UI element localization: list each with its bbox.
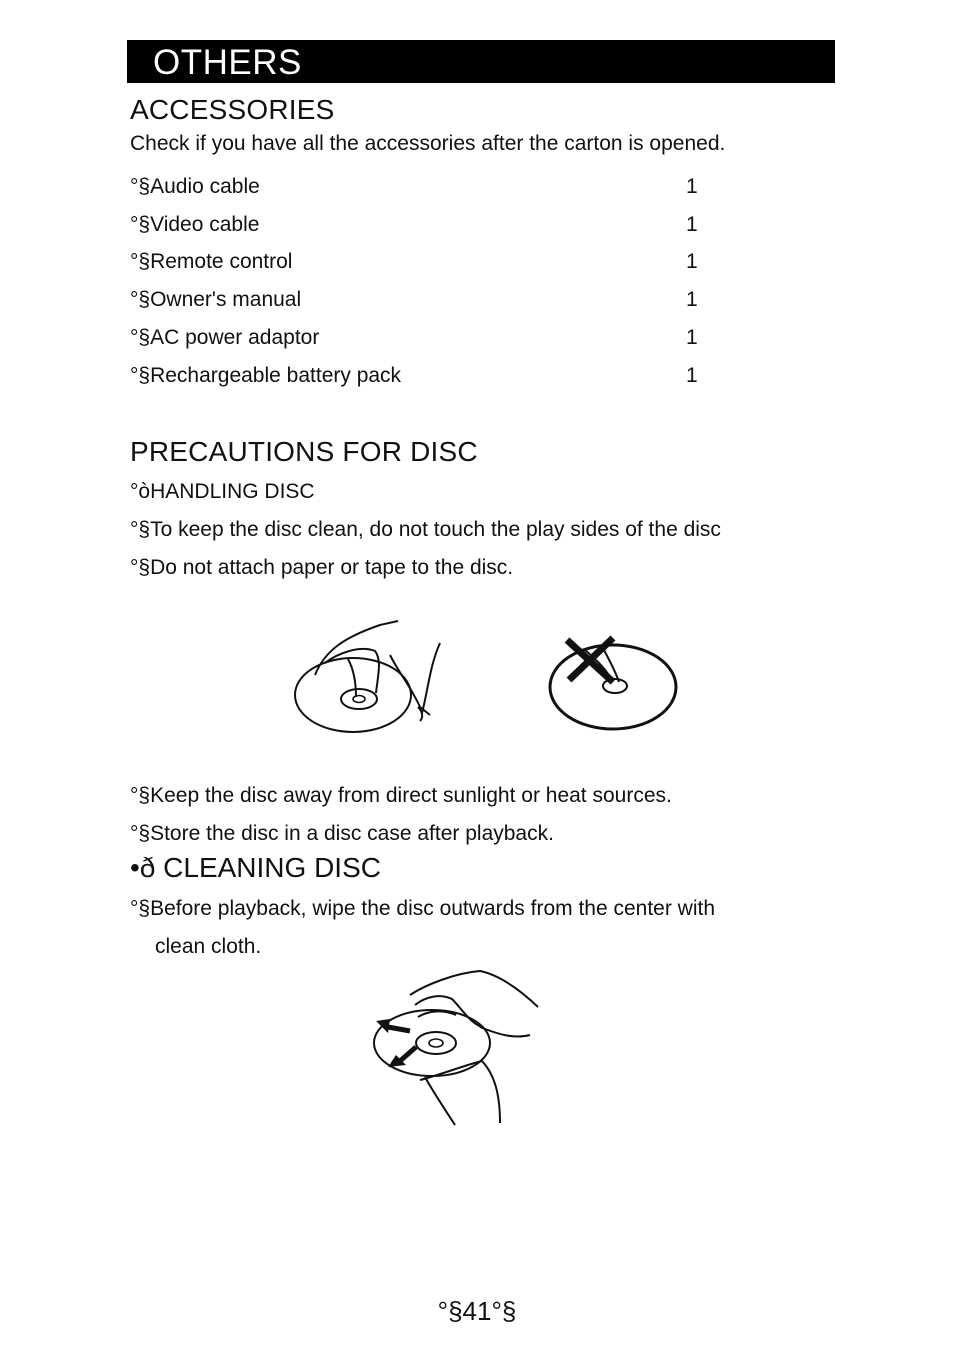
accessory-item-qty: 1 <box>686 213 698 236</box>
cleaning-point-continued: clean cloth. <box>155 935 262 958</box>
handling-point: °§To keep the disc clean, do not touch the play sides of the disc <box>130 518 721 541</box>
cleaning-disc-title: •ð CLEANING DISC <box>130 852 381 883</box>
accessory-item-name: °§Owner's manual <box>130 288 302 311</box>
hand-holding-disc-illustration <box>290 615 450 740</box>
accessory-item-qty: 1 <box>686 288 698 311</box>
accessory-item-name: °§Remote control <box>130 250 293 273</box>
accessories-intro: Check if you have all the accessories after the carton is opened. <box>130 132 726 155</box>
accessory-item-name: °§AC power adaptor <box>130 326 320 349</box>
accessory-item-name: °§Video cable <box>130 213 260 236</box>
handling-point: °§Do not attach paper or tape to the disc. <box>130 556 514 579</box>
handling-disc-title: °òHANDLING DISC <box>130 480 315 503</box>
accessories-heading: ACCESSORIES <box>130 94 335 125</box>
accessory-item-qty: 1 <box>686 364 698 387</box>
accessory-item-qty: 1 <box>686 326 698 349</box>
wiping-disc-illustration <box>370 965 545 1130</box>
page-number: °§41°§ <box>437 1296 517 1326</box>
accessory-item-name: °§Rechargeable battery pack <box>130 364 402 387</box>
section-banner <box>127 40 835 83</box>
accessory-item-qty: 1 <box>686 250 698 273</box>
precautions-heading: PRECAUTIONS FOR DISC <box>130 436 478 467</box>
accessory-item-qty: 1 <box>686 175 698 198</box>
section-title: OTHERS <box>153 43 302 82</box>
storage-point: °§Store the disc in a disc case after playback. <box>130 822 554 845</box>
disc-touch-prohibited-illustration <box>545 630 685 735</box>
storage-point: °§Keep the disc away from direct sunlight or heat sources. <box>130 784 672 807</box>
cleaning-point: °§Before playback, wipe the disc outwards from the center with <box>130 897 716 920</box>
accessory-item-name: °§Audio cable <box>130 175 260 198</box>
